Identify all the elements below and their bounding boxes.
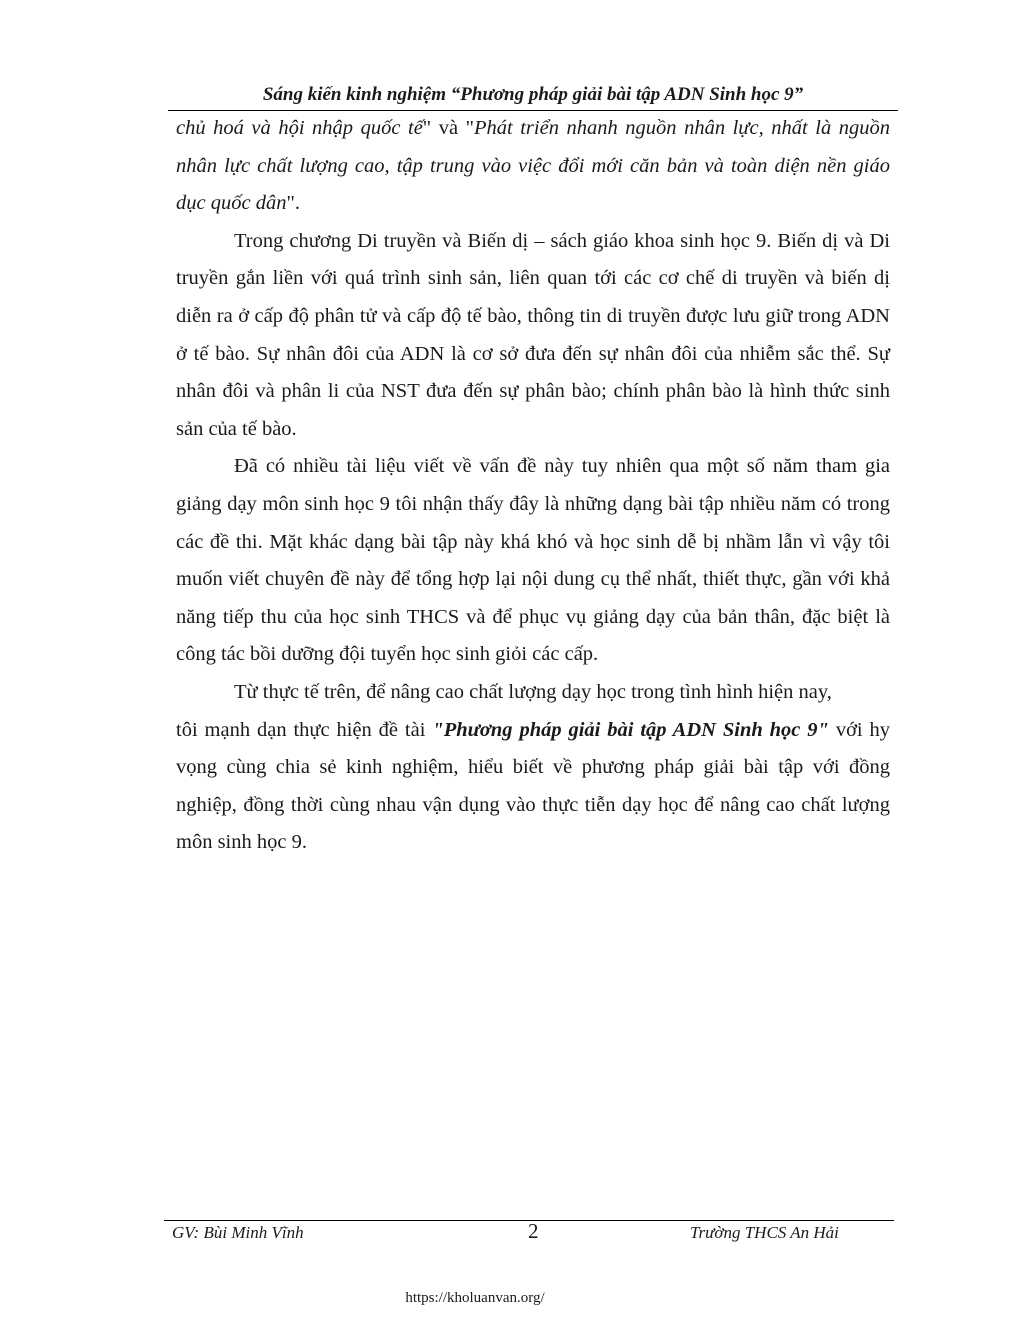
page-number: 2 — [528, 1219, 539, 1243]
paragraph-2: Trong chương Di truyền và Biến dị – sách giáo khoa sinh học 9. Biến dị và Di truyền gắn liền với quá trình sinh sản, liên quan tới các cơ chế di truyền và biến dị diễn ra ở cấp độ phân tử và cấp độ tế bào, thông tin di truyền được lưu giữ trong ADN ở tế bào. Sự nhân đôi của ADN là cơ sở đưa đến sự nhân đôi của nhiễm sắc thể. Sự nhân đôi và phân li của NST đưa đến sự phân bào; chính phân bào là hình thức sinh sản của tế bào. — [176, 229, 890, 440]
quote-italic-2: Phát triển nhanh nguồn nhân lực, nhất là nguồn nhân lực chất lượng cao, tập trung vào việc đổi mới căn bản và toàn diện nền giáo dục quốc dân — [176, 117, 890, 215]
quote-italic-1: chủ hoá và hội nhập quốc tế — [176, 117, 423, 139]
paragraph-1 — [176, 110, 890, 223]
quote-separator: " và " — [422, 117, 474, 139]
page-header-title: Sáng kiến kinh nghiệm “Phương pháp giải bài tập ADN Sinh học 9” — [262, 84, 804, 105]
paragraph-4 — [176, 712, 890, 862]
source-url: https://kholuanvan.org/ — [405, 1290, 545, 1306]
paragraph-4-line-1: Từ thực tế trên, để nâng cao chất lượng dạy học trong tình hình hiện nay, — [234, 680, 832, 703]
footer-author: GV: Bùi Minh Vĩnh — [172, 1223, 304, 1242]
paragraph-4-lead: tôi mạnh dạn thực hiện đề tài — [176, 718, 433, 741]
paragraph-4-rest: với hy vọng cùng chia sẻ kinh nghiệm, hiểu biết về phương pháp giải bài tập với đồng nghiệp, đồng thời cùng nhau vận dụng vào thực tiễn dạy học để nâng cao chất lượng môn sinh học 9. — [176, 718, 890, 854]
document-body — [176, 110, 890, 862]
footer-school: Trường THCS An Hải — [690, 1223, 839, 1242]
paragraph-3: Đã có nhiều tài liệu viết về vấn đề này tuy nhiên qua một số năm tham gia giảng dạy môn sinh học 9 tôi nhận thấy đây là những dạng bài tập nhiều năm có trong các đề thi. Mặt khác dạng bài tập này khá khó và học sinh dễ bị nhầm lẫn vì vậy tôi muốn viết chuyên đề này để tổng hợp lại nội dung cụ thể nhất, thiết thực, gần với khả năng tiếp thu của học sinh THCS và để phục vụ giảng dạy của bản thân, đặc biệt là công tác bồi dưỡng đội tuyển học sinh giỏi các cấp. — [176, 455, 890, 666]
topic-title: "Phương pháp giải bài tập ADN Sinh học 9" — [432, 718, 829, 741]
quote-end: ". — [286, 192, 300, 215]
